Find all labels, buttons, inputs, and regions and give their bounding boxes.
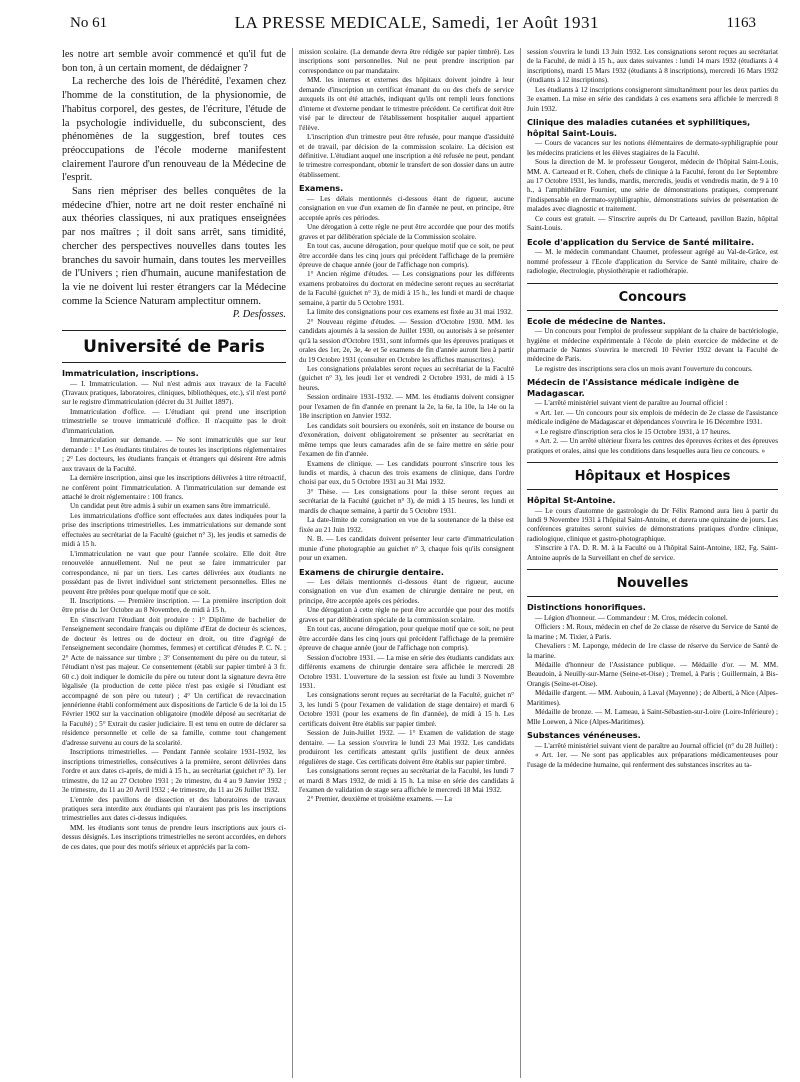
journal-title: LA PRESSE MEDICALE, Samedi, 1er Août 1931 (234, 13, 599, 32)
subheading-saint-antoine: Hôpital St-Antoine. (527, 495, 616, 506)
paragraph: Inscriptions trimestrielles. — Pendant l'année scolaire 1931-1932, les inscriptions trimestrielles, consécutives à la première, seront délivrées dans l'ordre et aux dates ci-après, de midi à 15 h., au secrétariat (guichet n° 3). 1er trimestre, du 12 au 27 Octobre 1931 ; 2e trimestre, du 4 au 9 Janvier 1932 ; 3e trimestre, du 11 au 20 Avril 1932 ; 4e trimestre, du 11 au 26 Juillet 1932. (62, 748, 286, 795)
paragraph: Examens de clinique. — Les candidats pourront s'inscrire tous les lundis et mardis, à chacun des trois examens de clinique, dans l'ordre choisi par eux, du 5 Octobre 1931 au 31 Mai 1932. (299, 459, 514, 487)
paragraph: Session de Juin-Juillet 1932. — 1° Examen de validation de stage dentaire. — La session s'ouvrira le lundi 23 Mai 1932. Les candidats produiront les certificats attestant qu'ils justifient de deux années régulières de stage. Ces certificats doivent être établis sur papier timbré. (299, 729, 514, 766)
paragraph: La limite des consignations pour ces examens est fixée au 31 mai 1932. (307, 308, 513, 317)
section-title-nouvelles: Nouvelles (527, 569, 778, 597)
paragraph: Session ordinaire 1931-1932. — MM. les étudiants doivent consigner pour l'examen de fin d'année en prenant la 2e, la 6e, la 10e, la 14e ou la 18e inscription en Janvier 1932. (299, 393, 514, 421)
paragraph: La date-limite de consignation en vue de la soutenance de la thèse est fixée au 21 Juin 1932. (299, 516, 514, 534)
subheading-ecole-application: Ecole d'application du Service de Santé militaire. (527, 236, 755, 247)
paragraph: Les immatriculations d'office sont effectuées aux dates indiquées pour la prise des inscriptions trimestrielles. Les immatriculations sur demande sont effectuées au secrétariat de la Faculté (guichet n° 3), les jeudis et samedis de midi à 15 h. (62, 511, 286, 549)
paragraph: N. B. — Les candidats doivent présenter leur carte d'immatriculation munie d'une photographie au guichet n° 3, chaque fois qu'ils consignent pour un examen. (299, 535, 514, 563)
paragraph: Immatriculation sur demande. — Ne sont immatriculés que sur leur demande : 1° Les étudiants titulaires de toutes les inscriptions réglementaires ; 2° Les docteurs, les étudiants français et étrangers qui désirent être admis aux travaux de la Faculté. (62, 436, 286, 473)
subheading-substances: Substances vénéneuses. (527, 730, 641, 741)
paragraph: Médaille de bronze. — M. Lameau, à Saint-Sébastien-sur-Loire (Loire-Inférieure) ; Mlle Loewen, à Nice (Alpes-Maritimes). (527, 708, 778, 726)
subheading-clinique-saint-louis: Clinique des maladies cutanées et syphilitiques, hôpital Saint-Louis. (527, 117, 751, 138)
paragraph: Chevaliers : M. Laponge, médecin de 1re classe de réserve du Service de Santé de la marine. (527, 642, 778, 660)
paragraph: En s'inscrivant l'étudiant doit produire : 1° Diplôme de bachelier de l'enseignement secondaire français ou diplôme d'Etat de docteur ès sciences, de docteur ès lettres ou de docteur en droit, ou titre d'agrégé de l'enseignement secondaire (hommes, femmes) et certificat d'études P. C. N. ; 2° Acte de naissance sur timbre ; 3° Consentement du père ou du tuteur, si l'étudiant n'est pas majeur. Ce consentement (établi sur papier timbré à 3 fr. 60 c.) doit indiquer le domicile du père ou tuteur dont la signature devra être légalisée (la production de cette pièce n'est pas exigée si l'étudiant est accompagné de son père ou tuteur) ; 4° Un certificat de revaccination jennérienne établi conformément aux dispositions de l'article 6 de la loi du 15 Février 1902 sur la vaccination obligatoire (modèle déposé au secrétariat de la Faculté) ; 5° Extrait du casier judiciaire. Il est tenu en outre de déclarer sa résidence personnelle et celle de sa famille, comme tout changement d'adresse survenu au cours de la scolarité. (62, 615, 286, 747)
paragraph: La dernière inscription, ainsi que les inscriptions délivrées à titre rétroactif, ne confèrent point l'immatriculation. A l'immatriculation sur demande est attaché le droit réglementaire : 100 francs. (62, 474, 286, 501)
paragraph: — Les délais mentionnés ci-dessous étant de rigueur, aucune consignation en vue d'un examen de fin d'année ne peut, en principe, être acceptée après ces périodes. (299, 194, 514, 222)
paragraph: « Le registre d'inscription sera clos le 15 Octobre 1931, à 17 heures. (535, 427, 731, 436)
paragraph: — Cours de vacances sur les notions élémentaires de dermato-syphiligraphie pour les médecins praticiens et les élèves stagiaires de la Faculté. (527, 139, 778, 157)
page-header (0, 0, 800, 46)
column-1 (62, 48, 286, 1078)
paragraph: — Un concours pour l'emploi de professeur suppléant de la chaire de bactériologie, hygiène et médecine expérimentale à l'école de plein exercice de médecine et de pharmacie de Nantes s'ouvrira le mercredi 10 Février 1932 devant la Faculté de médecine de Paris. (527, 327, 778, 364)
paragraph: — L'arrêté ministériel suivant vient de paraître au Journal officiel : (535, 399, 728, 408)
section-title-universite: Université de Paris (62, 330, 286, 363)
issue-number: No 61 (70, 14, 108, 31)
paragraph: En tout cas, aucune dérogation, pour quelque motif que ce soit, ne peut être accordée dans les cinq jours qui précèdent l'affichage de la première épreuve de chaque année (jour de l'affichage non compris). (299, 625, 514, 653)
paragraph: La recherche des lois de l'hérédité, l'examen chez l'homme de la constitution, de la physionomie, de l'habitus corporel, des gestes, de l'écriture, l'étude de la psychologie individuelle, du subconscient, des phénomènes de la suggestion, bref toutes ces préoccupations de l'école moderne manifestent clairement l'aurore d'un renouveau de la Médecine de l'esprit. (62, 76, 286, 184)
subheading-examens: Examens. (299, 183, 344, 194)
paragraph: L'immatriculation ne vaut que pour l'année scolaire. Elle doit être renouvelée annuellement. Nul ne peut se faire immatriculer par correspondance, ni par un tiers. Les cartes délivrées aux étudiants ne possédant pas de livret individuel sont strictement personnelles. Elles ne peuvent être prêtées pour quelque motif que ce soit. (62, 549, 286, 596)
subheading-immatriculation: Immatriculation, inscriptions. (62, 368, 199, 379)
paragraph: Une dérogation à cette règle ne peut être accordée que pour des motifs graves et par délibération spéciale de la Commission scolaire. (299, 223, 514, 241)
subheading-madagascar: Médecin de l'Assistance médicale indigène de Madagascar. (527, 377, 740, 398)
paragraph: Les consignations seront reçues au secrétariat de la Faculté, les lundi 7 et mardi 8 Mars 1932, de midi à 15 h. La mise en série des candidats à l'examen de validation de stage sera affichée le mercredi 18 Mai 1932. (299, 767, 514, 794)
paragraph: 1° Ancien régime d'études. — Les consignations pour les différents examens probatoires du doctorat en médecine seront reçues au secrétariat de la Faculté (guichet n° 3), de midi à 15 h., les lundi et mardi de chaque semaine, à partir du 5 Octobre 1931. (299, 270, 514, 307)
paragraph: — M. le médecin commandant Chaumet, professeur agrégé au Val-de-Grâce, est nommé professeur à l'Ecole d'application du Service de Santé militaire, chaire de radiologie, électrologie, physiothérapie et radiothérapie. (527, 248, 778, 276)
paragraph: 2° Premier, deuxième et troisième examens. — La (307, 795, 452, 804)
paragraph: les notre art semble avoir commencé et qu'il fut de bon ton, à un certain moment, de dédaigner ? (62, 49, 286, 74)
paragraph: — Le cours d'automne de gastrologie du Dr Félix Ramond aura lieu à partir du lundi 9 Novembre 1931 à l'hôpital Saint-Antoine, et durera une quinzaine de jours. Les conférences gratuites seront suivies de démonstrations pratiques d'ordre clinique, radiologique, clinique et gastro-photographique. (527, 506, 778, 543)
paragraph: 2° Nouveau régime d'études. — Session d'Octobre 1930. MM. les candidats ajournés à la session de Juillet 1930, ou autorisés à se présenter qu'à la session d'Octobre 1931, sont informés que les épreuves pratiques et orales des 1er, 2e, 3e, 4e et 5e examens de fin d'année auront lieu à partir du 19 Octobre 1931 (consulter en Octobre les affiches manuscrites). (299, 317, 514, 364)
column-2 (292, 48, 514, 1078)
paragraph: Session d'octobre 1931. — La mise en série des étudiants candidats aux différents examens de chirurgie dentaire sera affichée le mercredi 28 Octobre 1931. L'ouverture de la session est fixée au lundi 3 Novembre 1931. (299, 653, 514, 690)
paragraph: 3° Thèse. — Les consignations pour la thèse seront reçues au secrétariat de la Faculté (guichet n° 3), de midi à 15 heures, les lundi et mardis de chaque semaine, à partir du 5 Octobre 1931. (299, 487, 514, 515)
paragraph: S'inscrire à l'A. D. R. M. à la Faculté ou à l'hôpital Saint-Antoine, 182, Fg. Saint-Antoine auprès de la Surveillant en chef de service. (527, 544, 778, 562)
paragraph: Les consignations préalables seront reçues au secrétariat de la Faculté (guichet n° 3), les jeudi 1er et vendredi 2 Octobre 1931, de midi à 15 heures. (299, 365, 514, 392)
section-title-concours: Concours (527, 283, 778, 311)
paragraph: — Légion d'honneur. — Commandeur : M. Cros, médecin colonel. (535, 613, 728, 622)
page-number: 1163 (726, 14, 756, 31)
paragraph: « Art. 1er. — Un concours pour six emplois de médecin de 2e classe de l'assistance médicale indigène de Madagascar et dépendances s'ouvrira le 16 Décembre 1931. (527, 408, 778, 427)
paragraph: Officiers : M. Roux, médecin en chef de 2e classe de réserve du Service de Santé de la marine ; M. Tixier, à Paris. (527, 623, 778, 641)
subheading-chirurgie-dentaire: Examens de chirurgie dentaire. (299, 566, 444, 577)
paragraph: session s'ouvrira le lundi 13 Juin 1932. Les consignations seront reçues au secrétariat de la Faculté, de midi à 15 h., aux dates suivantes : lundi 14 mars 1932 (étudiants à 4 inscriptions), mardi 15 Mars 1932 (étudiants à 8 inscriptions), mercredi 16 Mars 1932 (étudiants à 12 inscriptions). (527, 48, 778, 85)
column-3 (520, 48, 778, 1078)
paragraph: — I. Immatriculation. — Nul n'est admis aux travaux de la Faculté (Travaux pratiques, laboratoires, cliniques, bibliothèques, etc.), s'il n'est porté sur le registre d'immatriculation (décret du 31 Juillet 1897). (62, 379, 286, 407)
paragraph: L'inscription d'un trimestre peut être refusée, pour manque d'assiduité et de travail, par décision de la commission scolaire. La décision est définitive. L'étudiant auquel une inscription a été refusée ne peut, pendant le trimestre correspondant, obtenir le transfert de son dossier dans un autre établissement. (299, 133, 514, 179)
paragraph: MM. les étudiants sont tenus de prendre leurs inscriptions aux jours ci-dessus désignés. Les inscriptions trimestrielles ne seront accordées, en dehors de ces dates, que pour des motifs sérieux et appréciés par la com- (62, 823, 286, 851)
paragraph: Médaille d'argent. — MM. Aubouin, à Laval (Mayenne) ; de Alberti, à Nice (Alpes-Maritimes). (527, 689, 778, 707)
paragraph: En tout cas, aucune dérogation, pour quelque motif que ce soit, ne peut être accordée dans les cinq jours qui précèdent l'affichage de la première épreuve de chaque année (jour de l'affichage non compris). (299, 242, 514, 270)
paragraph: — L'arrêté ministériel suivant vient de paraître au Journal officiel (n° du 28 Juillet) : (535, 741, 778, 750)
paragraph: — Les délais mentionnés ci-dessous étant de rigueur, aucune consignation en vue d'un examen de chirurgie dentaire ne peut, en principe, être acceptée après ces périodes. (299, 578, 514, 605)
paragraph: Médaille d'honneur de l'Assistance publique. — Médaille d'or. — M. MM. Beaudoin, à Neuilly-sur-Marne (Seine-et-Oise) ; Tremel, à Paris ; Guillermain, à Bis-Orangis (Seine-et-Oise). (527, 661, 778, 688)
paragraph: L'entrée des pavillons de dissection et des laboratoires de travaux pratiques sera interdite aux étudiants qui n'auraient pas pris les inscriptions trimestrielles aux dates ci-dessus indiquées. (62, 795, 286, 823)
paragraph: Sans rien mépriser des belles conquêtes de la médecine d'hier, notre art ne doit rester enchaîné ni aux théories classiques, ni aux pratiques enseignées par nos maîtres ; il doit sans arrêt, sans timidité, chercher des perspectives nouvelles dans toutes les branches du savoir humain, dans toutes les merveilles de l'Univers ; rien d'humain, aucune manifestation de la vie ne doivent lui rester étrangers car la Médecine comme la Science Naturam amplectitur omnem. (62, 186, 286, 307)
paragraph: Sous la direction de M. le professeur Gougerot, médecin de l'hôpital Saint-Louis, MM. A. Carteaud et R. Cohen, chefs de clinique à la Faculté, feront du 1er Septembre au 17 Octobre 1931, les lundis, mardis, mercredis, jeudis et vendredis matin, de 9 à 10 h., à l'amphithéâtre Fournier, une série de démonstrations pratiques, comprenant l'indispensable en dermato-syphiligraphie, démonstrations suivies de présentation de malades avec diagnostic et traitement. (527, 158, 778, 214)
paragraph: Les candidats soit boursiers ou exonérés, soit en instance de bourse ou d'exonération, doivent obligatoirement se présenter au secrétariat en même temps que leurs camarades afin de se faire mettre en série pour l'examen de fin d'année. (299, 421, 514, 459)
paragraph: Immatriculation d'office. — L'étudiant qui prend une inscription trimestrielle se trouve immatriculé d'office. Il n'acquitte pas le droit d'immatriculation. (62, 407, 286, 435)
subheading-ecole-nantes: Ecole de médecine de Nantes. (527, 315, 666, 326)
paragraph: Ce cours est gratuit. — S'inscrire auprès du Dr Carteaud, pavillon Bazin, hôpital Saint-Louis. (527, 214, 778, 233)
paragraph: « Art. 1er. — Ne sont pas applicables aux préparations médicamenteuses pour l'usage de la médecine humaine, qui renferment des substances inscrites au ta- (527, 751, 778, 769)
paragraph: « Art. 2. — Un arrêté ultérieur fixera les centres des épreuves écrites et des épreuves pratiques et orales, ainsi que les conditions dans lesquelles aura lieu ce concours. » (527, 437, 778, 455)
paragraph: Un candidat peut être admis à subir un examen sans être immatriculé. (70, 502, 270, 511)
paragraph: Les étudiants à 12 inscriptions consigneront simultanément pour les deux parties du 3e examen. La mise en série des candidats à ces examens sera affichée le mercredi 8 Juin 1932. (527, 85, 778, 113)
section-title-hopitaux: Hôpitaux et Hospices (527, 462, 778, 490)
author-signature: P. Desfosses. (232, 309, 286, 321)
paragraph: Une dérogation à cette règle ne peut être accordée que pour des motifs graves et par délibération spéciale de la commission scolaire. (299, 606, 514, 624)
paragraph: II. Inscriptions. — Première inscription. — La première inscription doit être prise du 1er Octobre au 8 Novembre, de midi à 15 h. (62, 596, 286, 615)
paragraph: MM. les internes et externes des hôpitaux doivent joindre à leur demande d'inscription un certificat émanant du ou des chefs de service auxquels ils ont été attachés, indiquant qu'ils ont rempli leurs fonctions d'interne et d'externe pendant le trimestre précédent. Ce certificat doit être visé par le directeur de l'établissement hospitalier auquel appartient l'élève. (299, 76, 514, 132)
subheading-distinctions: Distinctions honorifiques. (527, 602, 646, 613)
paragraph: mission scolaire. (La demande devra être rédigée sur papier timbré). Les inscriptions sont personnelles. Nul ne peut prendre inscription par correspondance ou par mandataire. (299, 48, 514, 75)
paragraph: Le registre des inscriptions sera clos un mois avant l'ouverture du concours. (535, 364, 753, 373)
paragraph: Les consignations seront reçues au secrétariat de la Faculté, guichet n° 3, les lundi 5 (pour l'examen de validation de stage dentaire) et mardi 6 Octobre 1931 (pour les examens de fin d'année), de midi à 15 h. Les certificats doivent être établis sur papier timbré. (299, 691, 514, 728)
